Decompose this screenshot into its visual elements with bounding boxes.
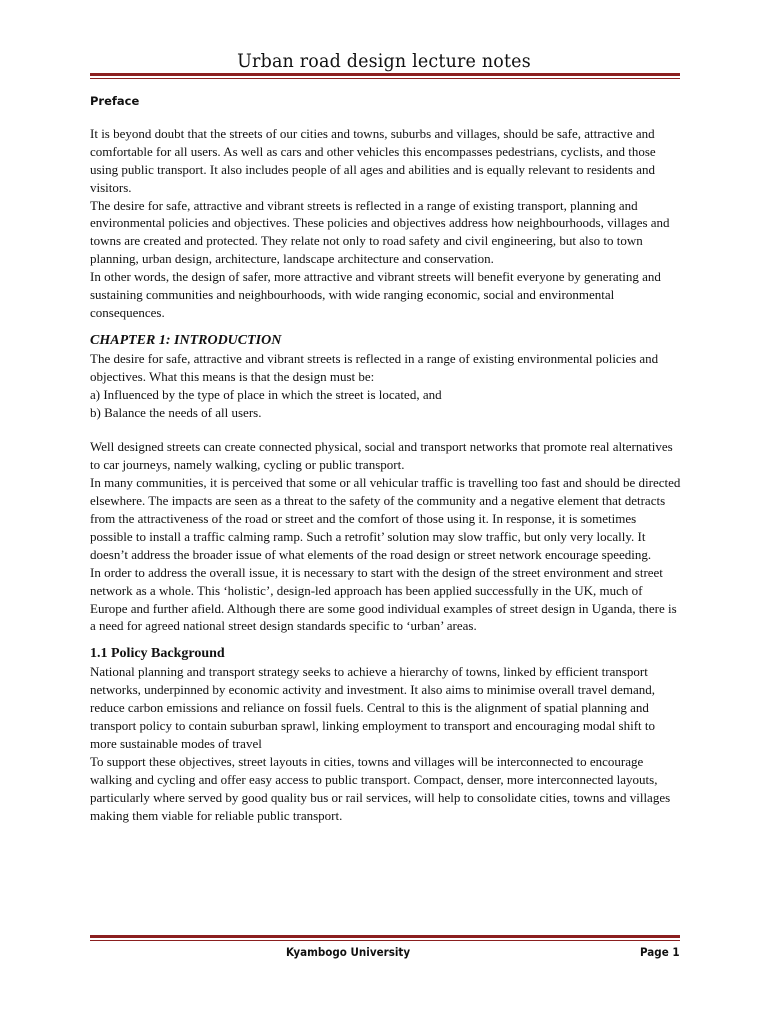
chapter-paragraph-2: Well designed streets can create connected physical, social and transport networks that promote real alternatives to car journeys, namely walking, cycling or public transport. xyxy=(90,439,673,473)
header-rule-thick xyxy=(90,73,680,76)
chapter-list-item-a: a) Influenced by the type of place in which the street is located, and xyxy=(90,386,442,402)
section-paragraph-1: National planning and transport strategy seeks to achieve a hierarchy of towns, linked by efficient transport networks, underpinned by economic activity and investment. It also aims to minimise overall travel demand, reduce carbon emissions and reliance on fossil fuels. Central to this is the alignment of spatial planning and transport policy to contain suburban sprawl, linking employment to transport and encouraging modal shift to more sustainable modes of travel xyxy=(90,664,656,751)
chapter-paragraph-4: In order to address the overall issue, it is necessary to start with the design of the street environment and street network as a whole. This ‘holistic’, design-led approach has been applied successfully in the UK, much of Europe and further afield. Although there are some good individual examples of street design in Uganda, there is a need for agreed national street design standards specific to ‘urban’ areas. xyxy=(90,564,677,634)
header-rule-thin xyxy=(90,78,680,79)
preface-paragraph-2: The desire for safe, attractive and vibrant streets is reflected in a range of existing transport, planning and environmental policies and objectives. These policies and objectives address how neighbourhoods, villages and towns are created and protected. They relate not only to road safety and civil engineering, but also to town planning, urban design, architecture, landscape architecture and conservation. xyxy=(90,197,670,267)
chapter-heading: CHAPTER 1: INTRODUCTION xyxy=(90,332,282,348)
paragraph-gap xyxy=(90,421,682,438)
section-heading: 1.1 Policy Background xyxy=(90,646,225,662)
chapter-list-item-b: b) Balance the needs of all users. xyxy=(90,404,262,420)
document-body xyxy=(90,93,682,824)
preface-paragraph-3: In other words, the design of safer, more attractive and vibrant streets will benefit everyone by generating and sustaining communities and neighbourhoods, with wide ranging economic, social and environmental consequences. xyxy=(90,269,661,320)
chapter-paragraph-3: In many communities, it is perceived that some or all vehicular traffic is travelling too fast and should be directed elsewhere. The impacts are seen as a threat to the safety of the community and a negative element that detracts from the attractiveness of the road or street and the comfort of those using it. In response, it is sometimes possible to install a traffic calming ramp. Such a retrofit’ solution may slow traffic, but only very locally. It doesn’t address the broader issue of what elements of the road design or street network encourage speeding. xyxy=(90,475,681,562)
chapter-paragraph-1: The desire for safe, attractive and vibrant streets is reflected in a range of existing environmental policies and objectives. What this means is that the design must be: xyxy=(90,350,659,384)
footer-page-number: Page 1 xyxy=(640,945,680,959)
footer-institution: Kyambogo University xyxy=(286,945,411,959)
footer-rule-thick xyxy=(90,935,680,938)
section-paragraph-2: To support these objectives, street layouts in cities, towns and villages will be interconnected to encourage walking and cycling and offer easy access to public transport. Compact, denser, more interconnected layouts, particularly where served by good quality bus or rail services, will help to consolidate cities, towns and villages making them viable for reliable public transport. xyxy=(90,753,671,823)
footer-rule-thin xyxy=(90,940,680,941)
preface-paragraph-1: It is beyond doubt that the streets of our cities and towns, suburbs and villages, should be safe, attractive and comfortable for all users. As well as cars and other vehicles this encompasses pedestrians, cyclists, and those using public transport. It also includes people of all ages and abilities and is equally relevant to residents and visitors. xyxy=(90,125,656,195)
preface-heading: Preface xyxy=(90,94,140,108)
page-header-title: Urban road design lecture notes xyxy=(237,50,531,72)
